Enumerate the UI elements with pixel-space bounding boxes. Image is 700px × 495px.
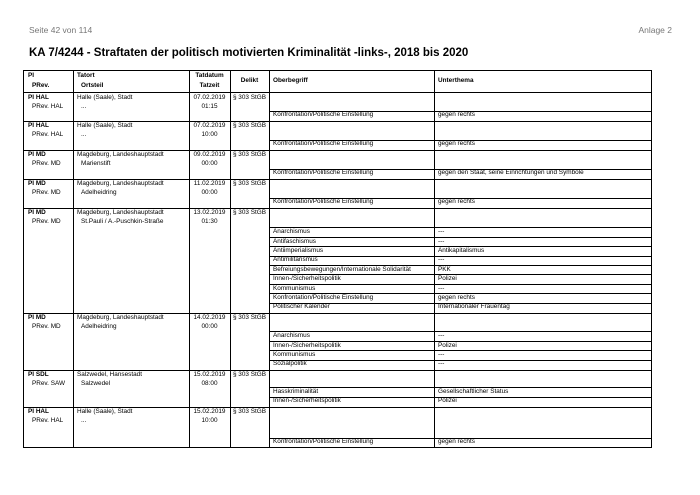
tatzeit-cell: 00:00 <box>201 160 218 167</box>
unterthema-cell: Polizei <box>438 275 457 283</box>
tatdatum-cell: 09.02.2019 <box>193 151 226 158</box>
pi-cell: PI MD <box>28 151 46 158</box>
tatdatum-cell: 15.02.2019 <box>193 408 226 415</box>
unterthema-cell: --- <box>438 256 445 264</box>
unterthema-cell: Internationaler Frauentag <box>438 303 510 311</box>
document-title: KA 7/4244 - Straftaten der politisch motivierten Kriminalität -links-, 2018 bis 2020 <box>29 47 469 59</box>
oberbegriff-cell: Kommunismus <box>273 351 316 358</box>
col-header-tatort: Tatort <box>77 72 95 79</box>
unterthema-cell: --- <box>438 228 445 236</box>
prev-cell: PRev. MD <box>32 160 61 167</box>
oberbegriff-cell: Antimilitarismus <box>273 256 318 264</box>
tatort-cell: Halle (Saale), Stadt <box>77 122 133 129</box>
oberbegriff-cell: Innen-/Sicherheitspolitik <box>273 397 341 405</box>
col-header-oberbegriff: Oberbegriff <box>273 77 308 84</box>
oberbegriff-cell: Antifaschismus <box>273 237 316 245</box>
oberbegriff-cell: Konfrontation/Politische Einstellung <box>273 294 374 301</box>
ortsteil-cell: Salzwedel <box>81 380 111 387</box>
pi-cell: PI MD <box>28 180 46 187</box>
oberbegriff-cell: Antiimperialismus <box>273 247 324 254</box>
col-header-delikt: Delikt <box>240 77 259 84</box>
col-header-pi: PI <box>28 72 35 79</box>
unterthema-cell: --- <box>438 237 445 245</box>
oberbegriff-cell: Konfrontation/Politische Einstellung <box>273 438 374 446</box>
prev-cell: PRev. MD <box>32 323 61 330</box>
tatort-cell: Salzwedel, Hansestadt <box>77 371 143 378</box>
tatort-cell: Halle (Saale), Stadt <box>77 408 133 415</box>
tatort-cell: Magdeburg, Landeshauptstadt <box>77 314 164 321</box>
topic-divider <box>269 360 651 361</box>
oberbegriff-cell: Kommunismus <box>273 284 316 292</box>
unterthema-cell: gegen den Staat, seine Einrichtungen und Symbole <box>438 169 584 177</box>
topic-divider <box>269 331 651 332</box>
unterthema-cell: --- <box>438 332 445 340</box>
topic-divider <box>269 227 651 228</box>
tatzeit-cell: 08:00 <box>201 380 218 387</box>
column-divider <box>434 71 435 447</box>
topic-divider <box>269 237 651 238</box>
oberbegriff-cell: Konfrontation/Politische Einstellung <box>273 140 374 148</box>
ortsteil-cell: ... <box>81 131 87 138</box>
ortsteil-cell: St.Pauli / A.-Puschkin-Straße <box>81 218 164 225</box>
delikt-cell: § 303 StGB <box>232 209 267 216</box>
tatdatum-cell: 15.02.2019 <box>193 371 226 378</box>
delikt-cell: § 303 StGB <box>232 180 267 187</box>
prev-cell: PRev. HAL <box>32 131 64 138</box>
unterthema-cell: --- <box>438 351 445 358</box>
unterthema-cell: gegen rechts <box>438 140 475 148</box>
unterthema-cell: gegen rechts <box>438 438 475 446</box>
tatzeit-cell: 00:00 <box>201 189 218 196</box>
oberbegriff-cell: Politischer Kalender <box>273 303 330 311</box>
unterthema-cell: PKK <box>438 265 451 273</box>
unterthema-cell: --- <box>438 360 445 368</box>
unterthema-cell: Polizei <box>438 397 457 405</box>
unterthema-cell: Polizei <box>438 341 457 349</box>
page-number: Seite 42 von 114 <box>29 25 93 35</box>
oberbegriff-cell: Anarchismus <box>273 332 310 340</box>
col-header-tatzeit: Tatzeit <box>199 82 220 89</box>
col-header-prev: PRev. <box>32 82 50 89</box>
prev-cell: PRev. HAL <box>32 417 64 424</box>
ortsteil-cell: ... <box>81 417 87 424</box>
tatzeit-cell: 10:00 <box>201 417 218 424</box>
delikt-cell: § 303 StGB <box>232 151 267 158</box>
delikt-cell: § 303 StGB <box>232 314 267 321</box>
tatdatum-cell: 13.02.2019 <box>193 209 226 216</box>
prev-cell: PRev. MD <box>32 218 61 225</box>
tatzeit-cell: 00:00 <box>201 323 218 330</box>
tatort-cell: Magdeburg, Landeshauptstadt <box>77 209 164 216</box>
tatort-cell: Halle (Saale), Stadt <box>77 94 133 101</box>
prev-cell: PRev. SAW <box>32 380 66 387</box>
prev-cell: PRev. MD <box>32 189 61 196</box>
oberbegriff-cell: Konfrontation/Politische Einstellung <box>273 111 374 119</box>
ortsteil-cell: Adelheidring <box>81 189 117 196</box>
pi-cell: PI MD <box>28 209 46 216</box>
attachment-label: Anlage 2 <box>638 25 672 35</box>
unterthema-cell: Antikapitalismus <box>438 247 485 254</box>
tatzeit-cell: 01:30 <box>201 218 218 225</box>
ortsteil-cell: Adelheidring <box>81 323 117 330</box>
col-header-ortsteil: Ortsteil <box>81 82 104 89</box>
column-divider <box>269 71 270 447</box>
col-header-tatdatum: Tatdatum <box>195 72 224 79</box>
tatdatum-cell: 07.02.2019 <box>193 94 226 101</box>
oberbegriff-cell: Konfrontation/Politische Einstellung <box>273 169 374 177</box>
oberbegriff-cell: Anarchismus <box>273 228 310 236</box>
delikt-cell: § 303 StGB <box>232 122 267 129</box>
delikt-cell: § 303 StGB <box>232 408 267 415</box>
unterthema-cell: gegen rechts <box>438 294 475 301</box>
tatdatum-cell: 11.02.2019 <box>193 180 226 187</box>
ortsteil-cell: Marienstift <box>81 160 111 167</box>
unterthema-cell: gegen rechts <box>438 111 475 119</box>
pi-cell: PI MD <box>28 314 46 321</box>
oberbegriff-cell: Innen-/Sicherheitspolitik <box>273 341 341 349</box>
topic-divider <box>269 284 651 285</box>
tatzeit-cell: 01:15 <box>201 103 218 110</box>
tatzeit-cell: 10:00 <box>201 131 218 138</box>
unterthema-cell: --- <box>438 284 445 292</box>
pi-cell: PI HAL <box>28 408 49 415</box>
prev-cell: PRev. HAL <box>32 103 64 110</box>
column-divider <box>73 71 74 447</box>
col-header-unterthema: Unterthema <box>438 77 474 84</box>
header-divider <box>24 92 651 93</box>
tatort-cell: Magdeburg, Landeshauptstadt <box>77 151 164 158</box>
tatdatum-cell: 07.02.2019 <box>193 122 226 129</box>
oberbegriff-cell: Konfrontation/Politische Einstellung <box>273 198 374 206</box>
delikt-cell: § 303 StGB <box>232 371 267 378</box>
topic-divider <box>269 350 651 351</box>
crime-table <box>23 70 652 448</box>
delikt-cell: § 303 StGB <box>232 94 267 101</box>
unterthema-cell: Gesellschaftlicher Status <box>438 388 509 395</box>
tatdatum-cell: 14.02.2019 <box>193 314 226 321</box>
ortsteil-cell: ... <box>81 103 87 110</box>
topic-divider <box>269 256 651 257</box>
oberbegriff-cell: Befreiungsbewegungen/Internationale Solidarität <box>273 265 411 273</box>
pi-cell: PI HAL <box>28 122 49 129</box>
oberbegriff-cell: Sozialpolitik <box>273 360 307 368</box>
oberbegriff-cell: Innen-/Sicherheitspolitik <box>273 275 341 283</box>
pi-cell: PI HAL <box>28 94 49 101</box>
oberbegriff-cell: Hasskriminalität <box>273 388 319 395</box>
unterthema-cell: gegen rechts <box>438 198 475 206</box>
pi-cell: PI SDL <box>28 371 49 378</box>
tatort-cell: Magdeburg, Landeshauptstadt <box>77 180 164 187</box>
